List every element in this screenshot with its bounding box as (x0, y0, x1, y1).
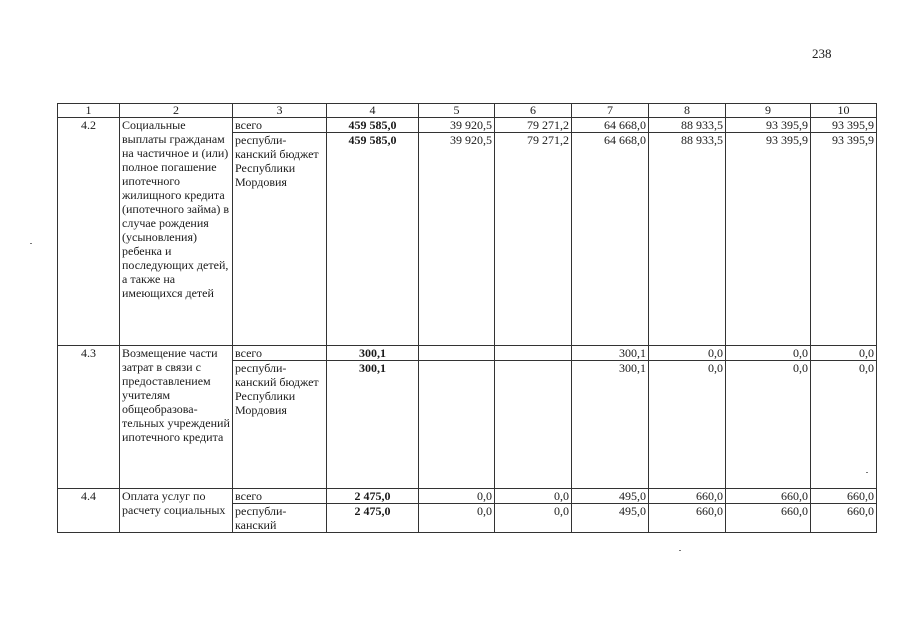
year-value: 88 933,5 (649, 118, 726, 133)
column-number: 4 (327, 104, 419, 118)
year-value (419, 361, 495, 489)
year-value: 660,0 (726, 504, 811, 533)
year-value: 0,0 (726, 361, 811, 489)
year-value: 39 920,5 (419, 118, 495, 133)
year-value: 93 395,9 (811, 133, 877, 346)
year-value: 0,0 (649, 346, 726, 361)
funding-source: всего (233, 118, 327, 133)
total-value: 300,1 (327, 346, 419, 361)
total-value: 2 475,0 (327, 504, 419, 533)
year-value: 79 271,2 (495, 118, 572, 133)
funding-source: республи-канский (233, 504, 327, 533)
budget-table (57, 103, 877, 533)
total-value: 2 475,0 (327, 489, 419, 504)
column-number: 7 (572, 104, 649, 118)
column-number: 8 (649, 104, 726, 118)
scan-speck (679, 550, 681, 551)
table-row (58, 118, 877, 133)
column-number: 3 (233, 104, 327, 118)
funding-source: всего (233, 346, 327, 361)
section-code: 4.3 (58, 346, 120, 489)
year-value (495, 346, 572, 361)
page-number: 238 (812, 46, 832, 61)
year-value: 0,0 (811, 346, 877, 361)
year-value: 79 271,2 (495, 133, 572, 346)
year-value: 300,1 (572, 361, 649, 489)
scan-speck (866, 472, 868, 473)
section-name: Оплата услуг по расчету социальных (120, 489, 233, 533)
column-number: 1 (58, 104, 120, 118)
section-code: 4.4 (58, 489, 120, 533)
funding-source: республи-канский бюджет Республики Мордовия (233, 361, 327, 489)
year-value: 0,0 (419, 504, 495, 533)
year-value: 93 395,9 (811, 118, 877, 133)
column-number: 10 (811, 104, 877, 118)
year-value: 0,0 (726, 346, 811, 361)
total-value: 300,1 (327, 361, 419, 489)
year-value: 93 395,9 (726, 133, 811, 346)
total-value: 459 585,0 (327, 118, 419, 133)
year-value: 495,0 (572, 504, 649, 533)
year-value: 64 668,0 (572, 118, 649, 133)
year-value: 660,0 (649, 504, 726, 533)
year-value: 660,0 (649, 489, 726, 504)
column-number-row (58, 104, 877, 118)
year-value: 300,1 (572, 346, 649, 361)
year-value (419, 346, 495, 361)
year-value: 0,0 (649, 361, 726, 489)
year-value: 660,0 (726, 489, 811, 504)
year-value: 0,0 (811, 361, 877, 489)
column-number: 9 (726, 104, 811, 118)
table-row (58, 489, 877, 504)
section-name: Социальные выплаты гражданам на частичное и (или) полное погашение ипотечного жилищного кредита (ипотечного займа) в случае рождения (усыновления) ребенка и последующих детей, а также на имеющихся детей (120, 118, 233, 346)
year-value: 0,0 (495, 489, 572, 504)
year-value: 64 668,0 (572, 133, 649, 346)
column-number: 5 (419, 104, 495, 118)
year-value: 39 920,5 (419, 133, 495, 346)
year-value: 0,0 (419, 489, 495, 504)
scan-speck (30, 243, 32, 244)
funding-source: республи-канский бюджет Республики Мордовия (233, 133, 327, 346)
year-value: 495,0 (572, 489, 649, 504)
column-number: 6 (495, 104, 572, 118)
section-name: Возмещение части затрат в связи с предоставлением учителям общеобразова-тельных учреждений ипотечного кредита (120, 346, 233, 489)
year-value: 0,0 (495, 504, 572, 533)
funding-source: всего (233, 489, 327, 504)
year-value: 93 395,9 (726, 118, 811, 133)
year-value: 660,0 (811, 504, 877, 533)
table-row (58, 346, 877, 361)
section-code: 4.2 (58, 118, 120, 346)
year-value: 88 933,5 (649, 133, 726, 346)
column-number: 2 (120, 104, 233, 118)
year-value (495, 361, 572, 489)
year-value: 660,0 (811, 489, 877, 504)
total-value: 459 585,0 (327, 133, 419, 346)
